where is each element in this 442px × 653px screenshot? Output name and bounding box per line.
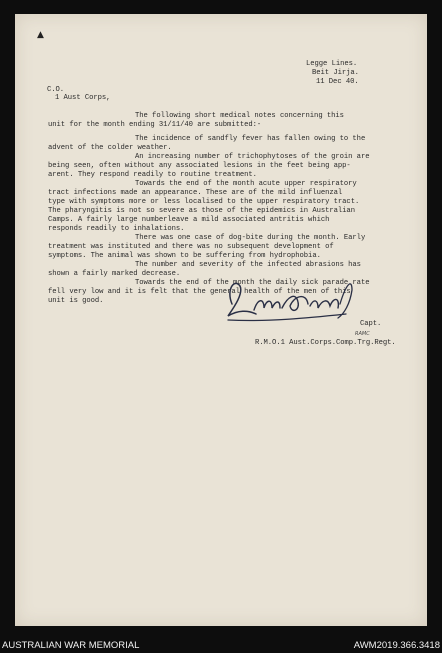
body-line: responds readily to inhalations. — [48, 225, 185, 233]
body-line: unit for the month ending 31/11/40 are submitted:- — [48, 121, 262, 129]
body-line: Camps. A fairly large numberleave a mild associated antritis which — [48, 216, 330, 224]
handwritten-signature — [218, 270, 368, 326]
body-line: unit is good. — [48, 297, 104, 305]
body-line: fell very low and it is felt that the general health of the men of this — [48, 288, 351, 296]
body-line: The following short medical notes concerning this — [135, 112, 344, 120]
rank: Capt. — [360, 320, 382, 328]
body-line: Towards the end of the month acute upper respiratory — [135, 180, 357, 188]
body-line: shown a fairly marked decrease. — [48, 270, 181, 278]
body-line: The incidence of sandfly fever has fallen owing to the — [135, 135, 366, 143]
body-line: Towards the end of the month the daily sick parade rate — [135, 279, 370, 287]
recipient-line: 1 Aust Corps, — [55, 94, 111, 102]
paper-mark: ▲ — [37, 30, 44, 40]
body-line: being seen, often without any associated lesions in the feet being app- — [48, 162, 351, 170]
body-line: The number and severity of the infected abrasions has — [135, 261, 361, 269]
body-line: There was one case of dog-bite during the month. Early — [135, 234, 366, 242]
archive-name: AUSTRALIAN WAR MEMORIAL — [2, 640, 140, 651]
body-line: type with symptoms more or less localised to the upper respiratory tract. — [48, 198, 360, 206]
body-line: The pharyngitis is not so severe as those of the epidemics in Australian — [48, 207, 355, 215]
body-line: advent of the colder weather. — [48, 144, 172, 152]
body-line: treatment was instituted and there was no subsequent development of — [48, 243, 334, 251]
address-line: Legge Lines. — [306, 60, 358, 68]
catalogue-number: AWM2019.366.3418 — [353, 640, 440, 651]
body-line: symptoms. The animal was shown to be suffering from hydrophobia. — [48, 252, 321, 260]
body-line: tract infections made an appearance. These are of the mild influenzal — [48, 189, 343, 197]
archive-footer — [0, 637, 442, 653]
recipient-line: C.O. — [47, 86, 65, 94]
signature-block: R.M.O.1 Aust.Corps.Comp.Trg.Regt. — [255, 339, 396, 347]
address-line: Beit Jirja. — [312, 69, 359, 77]
body-line: arent. They respond readily to routine treatment. — [48, 171, 257, 179]
body-line: An increasing number of trichophytoses of the groin are — [135, 153, 370, 161]
rank-annotation: RAMC — [355, 331, 370, 337]
date-line: 11 Dec 40. — [316, 78, 359, 86]
